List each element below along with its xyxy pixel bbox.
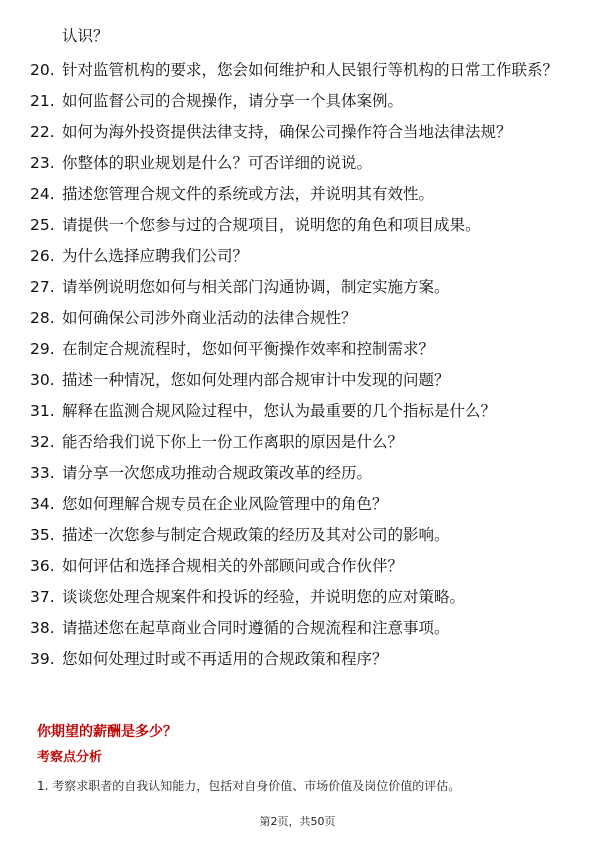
question-number: 27. xyxy=(30,278,55,296)
question-item xyxy=(0,555,595,577)
question-item xyxy=(0,214,595,236)
question-number: 38. xyxy=(30,619,55,637)
analysis-title: 考察点分析 xyxy=(37,750,103,765)
question-text: 解释在监测合规风险过程中，您认为最重要的几个指标是什么？ xyxy=(62,402,497,420)
question-item xyxy=(0,152,595,174)
question-number: 26. xyxy=(30,247,55,265)
question-item xyxy=(0,586,595,608)
question-text: 如何评估和选择合规相关的外部顾问或合作伙伴？ xyxy=(62,557,404,575)
question-item xyxy=(0,307,595,329)
question-item xyxy=(0,524,595,546)
question-text: 在制定合规流程时，您如何平衡操作效率和控制需求？ xyxy=(62,340,435,358)
question-number: 29. xyxy=(30,340,55,358)
analysis-item: 1. 考察求职者的自我认知能力，包括对自身价值、市场价值及岗位价值的评估。 xyxy=(37,779,461,793)
continuation-text: 认识？ xyxy=(62,27,109,45)
question-item xyxy=(0,369,595,391)
question-number: 37. xyxy=(30,588,55,606)
question-number: 34. xyxy=(30,495,55,513)
question-item xyxy=(0,276,595,298)
question-number: 31. xyxy=(30,402,55,420)
question-number: 24. xyxy=(30,185,55,203)
question-number: 32. xyxy=(30,433,55,451)
question-number: 20. xyxy=(30,61,55,79)
question-text: 谈谈您处理合规案件和投诉的经验，并说明您的应对策略。 xyxy=(62,588,466,606)
question-text: 您如何处理过时或不再适用的合规政策和程序？ xyxy=(62,650,388,668)
question-text: 描述一种情况，您如何处理内部合规审计中发现的问题？ xyxy=(62,371,450,389)
question-item xyxy=(0,493,595,515)
question-number: 33. xyxy=(30,464,55,482)
question-list xyxy=(0,59,595,679)
question-item xyxy=(0,431,595,453)
question-text: 描述您管理合规文件的系统或方法，并说明其有效性。 xyxy=(62,185,435,203)
question-item xyxy=(0,648,595,670)
page-footer: 第2页，共50页 xyxy=(259,815,336,828)
section-title: 你期望的薪酬是多少？ xyxy=(37,724,177,740)
question-number: 36. xyxy=(30,557,55,575)
question-item xyxy=(0,90,595,112)
question-text: 能否给我们说下你上一份工作离职的原因是什么？ xyxy=(62,433,404,451)
question-number: 28. xyxy=(30,309,55,327)
question-number: 22. xyxy=(30,123,55,141)
question-text: 如何为海外投资提供法律支持，确保公司操作符合当地法律法规？ xyxy=(62,123,512,141)
question-text: 你整体的职业规划是什么？可否详细的说说。 xyxy=(62,154,373,172)
question-text: 如何确保公司涉外商业活动的法律合规性？ xyxy=(62,309,357,327)
question-item xyxy=(0,400,595,422)
question-number: 39. xyxy=(30,650,55,668)
question-text: 请分享一次您成功推动合规政策改革的经历。 xyxy=(62,464,373,482)
question-text: 请提供一个您参与过的合规项目，说明您的角色和项目成果。 xyxy=(62,216,481,234)
question-item xyxy=(0,59,595,81)
question-number: 35. xyxy=(30,526,55,544)
question-item xyxy=(0,617,595,639)
question-text: 描述一次您参与制定合规政策的经历及其对公司的影响。 xyxy=(62,526,450,544)
question-text: 请描述您在起草商业合同时遵循的合规流程和注意事项。 xyxy=(62,619,450,637)
question-item xyxy=(0,121,595,143)
question-number: 23. xyxy=(30,154,55,172)
question-text: 针对监管机构的要求，您会如何维护和人民银行等机构的日常工作联系？ xyxy=(62,61,559,79)
question-item xyxy=(0,183,595,205)
question-item xyxy=(0,245,595,267)
question-item xyxy=(0,338,595,360)
question-number: 21. xyxy=(30,92,55,110)
question-text: 如何监督公司的合规操作，请分享一个具体案例。 xyxy=(62,92,404,110)
question-text: 为什么选择应聘我们公司？ xyxy=(62,247,249,265)
question-text: 请举例说明您如何与相关部门沟通协调，制定实施方案。 xyxy=(62,278,450,296)
question-number: 30. xyxy=(30,371,55,389)
question-item xyxy=(0,462,595,484)
question-number: 25. xyxy=(30,216,55,234)
question-text: 您如何理解合规专员在企业风险管理中的角色？ xyxy=(62,495,388,513)
